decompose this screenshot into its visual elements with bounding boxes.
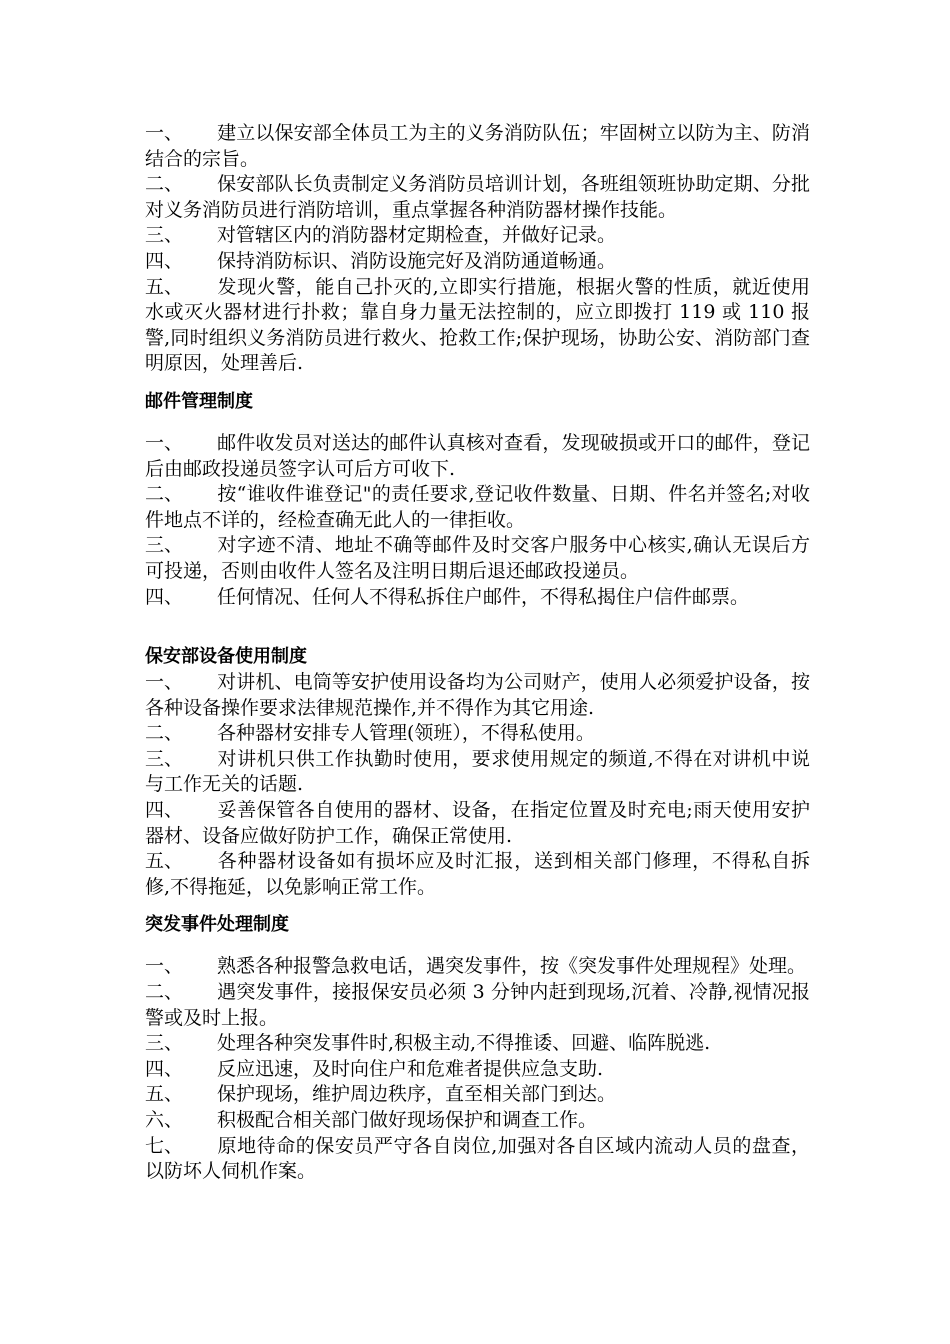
list-item bbox=[145, 1031, 810, 1057]
list-item bbox=[145, 1134, 810, 1185]
list-item bbox=[145, 1082, 810, 1108]
section-heading: 突发事件处理制度 bbox=[145, 914, 289, 936]
section-fire-safety bbox=[145, 121, 810, 377]
list-item bbox=[145, 585, 810, 611]
item-number: 六、 bbox=[145, 1109, 184, 1131]
item-text: 原地待命的保安员严守各自岗位,加强对各自区域内流动人员的盘查，以防坏人伺机作案。 bbox=[145, 1134, 810, 1183]
item-number: 二、 bbox=[145, 981, 184, 1004]
item-text: 按“谁收件谁登记"的责任要求,登记收件数量、日期、件名并签名;对收件地点不详的，经检查确无此人的一律拒收。 bbox=[145, 483, 810, 531]
item-text: 对管辖区内的消防器材定期检查，并做好记录。 bbox=[217, 224, 617, 247]
item-number: 二、 bbox=[145, 483, 184, 506]
list-item bbox=[145, 1057, 810, 1083]
item-text: 保安部队长负责制定义务消防员培训计划，各班组领班协助定期、分批对义务消防员进行消防培训，重点掌握各种消防器材操作技能。 bbox=[145, 173, 810, 221]
item-text: 建立以保安部全体员工为主的义务消防队伍；牢固树立以防为主、防消结合的宗旨。 bbox=[145, 122, 810, 170]
item-text: 保持消防标识、消防设施完好及消防通道畅通。 bbox=[217, 249, 617, 272]
section-heading: 邮件管理制度 bbox=[145, 390, 253, 412]
list-item bbox=[145, 482, 810, 533]
item-number: 一、 bbox=[145, 955, 184, 978]
item-number: 四、 bbox=[145, 585, 184, 608]
section-mail-management bbox=[145, 389, 810, 610]
item-text: 对讲机、电筒等安护使用设备均为公司财产，使用人必须爱护设备，按各种设备操作要求法律规范操作,并不得作为其它用途. bbox=[145, 671, 810, 719]
section-emergency-handling bbox=[145, 912, 810, 1184]
item-text: 各种器材安排专人管理(领班），不得私使用。 bbox=[217, 722, 595, 745]
list-item bbox=[145, 249, 810, 275]
item-text: 发现火警，能自己扑灭的,立即实行措施，根据火警的性质，就近使用水或灭火器材进行扑救；靠自身力量无法控制的，应立即拨打 119 或 110 报警,同时组织义务消防员进行救火、抢救工作;保护现场，协助公安、消防部门查明原因，处理善后. bbox=[145, 275, 810, 375]
item-text: 反应迅速，及时向住户和危难者提供应急支助. bbox=[217, 1057, 604, 1080]
item-text: 对讲机只供工作执勤时使用，要求使用规定的频道,不得在对讲机中说与工作无关的话题. bbox=[145, 747, 810, 796]
document-page bbox=[145, 121, 810, 1185]
list-item bbox=[145, 798, 810, 849]
list-item bbox=[145, 533, 810, 584]
list-item bbox=[145, 121, 810, 172]
list-item bbox=[145, 849, 810, 900]
item-number: 一、 bbox=[145, 671, 184, 694]
list-item bbox=[145, 980, 810, 1031]
item-text: 各种器材设备如有损坏应及时汇报，送到相关部门修理，不得私自拆修,不得拖延，以免影响正常工作。 bbox=[145, 850, 810, 898]
item-number: 五、 bbox=[145, 1083, 184, 1106]
list-item bbox=[145, 670, 810, 721]
item-number: 三、 bbox=[145, 747, 184, 770]
item-number: 一、 bbox=[145, 431, 184, 454]
list-item bbox=[145, 431, 810, 482]
item-text: 保护现场，维护周边秩序，直至相关部门到达。 bbox=[217, 1083, 617, 1106]
item-number: 五、 bbox=[145, 275, 184, 298]
list-item bbox=[145, 172, 810, 223]
item-number: 四、 bbox=[145, 1057, 184, 1080]
item-number: 三、 bbox=[145, 224, 184, 247]
item-number: 二、 bbox=[145, 722, 184, 745]
item-number: 三、 bbox=[145, 534, 184, 557]
item-number: 四、 bbox=[145, 799, 184, 822]
item-number: 七、 bbox=[145, 1134, 184, 1157]
item-text: 积极配合相关部门做好现场保护和调查工作。 bbox=[217, 1109, 598, 1131]
item-text: 妥善保管各自使用的器材、设备，在指定位置及时充电;雨天使用安护器材、设备应做好防护工作，确保正常使用. bbox=[145, 799, 810, 847]
item-number: 三、 bbox=[145, 1032, 184, 1055]
item-number: 一、 bbox=[145, 122, 184, 144]
item-text: 熟悉各种报警急救电话，遇突发事件，按《突发事件处理规程》处理。 bbox=[217, 955, 807, 978]
item-text: 任何情况、任何人不得私拆住户邮件，不得私揭住户信件邮票。 bbox=[217, 585, 750, 608]
item-text: 对字迹不清、地址不确等邮件及时交客户服务中心核实,确认无误后方可投递，否则由收件人签名及注明日期后退还邮政投递员。 bbox=[145, 534, 810, 582]
item-text: 邮件收发员对送达的邮件认真核对查看，发现破损或开口的邮件，登记后由邮政投递员签字认可后方可收下. bbox=[145, 431, 810, 480]
item-number: 二、 bbox=[145, 173, 184, 196]
item-text: 遇突发事件，接报保安员必须 3 分钟内赶到现场,沉着、冷静,视情况报警或及时上报。 bbox=[145, 981, 810, 1029]
list-item bbox=[145, 275, 810, 377]
item-text: 处理各种突发事件时,积极主动,不得推诿、回避、临阵脱逃. bbox=[217, 1032, 711, 1055]
item-number: 四、 bbox=[145, 249, 184, 272]
list-item bbox=[145, 223, 810, 249]
list-item bbox=[145, 747, 810, 798]
list-item bbox=[145, 954, 810, 980]
section-equipment-usage bbox=[145, 644, 810, 900]
list-item bbox=[145, 1108, 810, 1134]
section-heading: 保安部设备使用制度 bbox=[145, 646, 307, 668]
item-number: 五、 bbox=[145, 850, 184, 873]
list-item bbox=[145, 721, 810, 747]
